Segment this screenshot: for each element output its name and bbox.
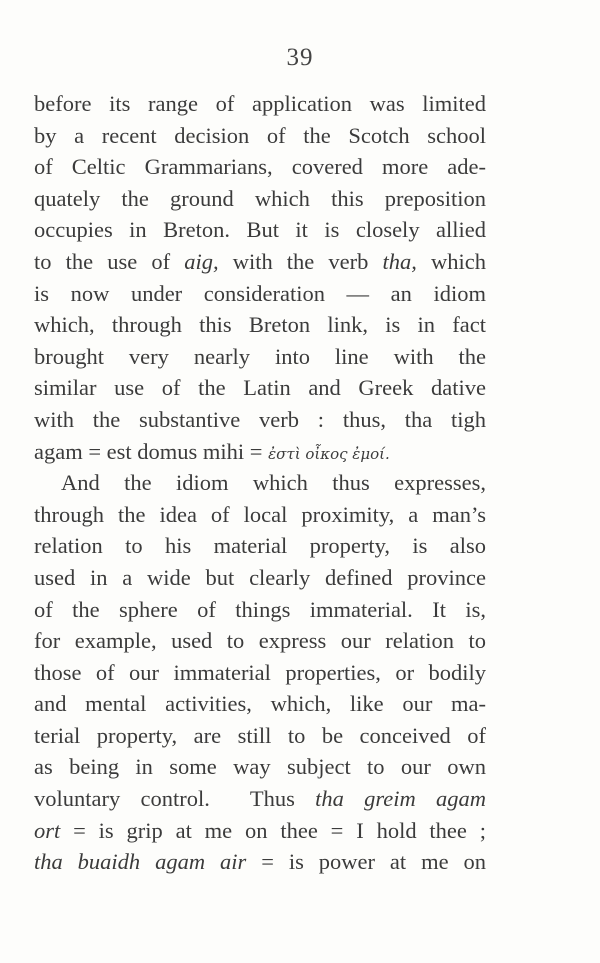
text-line: for example, used to express our relation to (34, 628, 486, 654)
text-line: occupies in Breton. But it is closely allied (34, 217, 486, 243)
text-line: as being in some way subject to our own (34, 754, 486, 780)
text-line: quately the ground which this preposition (34, 185, 486, 211)
text-line: before its range of application was limited (34, 91, 486, 116)
text-line (34, 246, 486, 278)
text-span: which (416, 248, 486, 274)
text-line: terial property, are still to be conceived of (34, 722, 486, 748)
italic-word: aig, (184, 248, 219, 274)
text-line: And the idiom which thus expresses, (61, 470, 486, 496)
text-line: which, through this Breton link, is in fact (34, 312, 486, 338)
text-line: brought very nearly into line with the (34, 343, 486, 369)
text-span: voluntary control. Thus (34, 786, 316, 812)
italic-phrase: tha greim agam (315, 786, 486, 812)
text-line: by a recent decision of the Scotch school (34, 122, 486, 148)
text-span: with the verb (218, 248, 383, 274)
text-line: used in a wide but clearly defined province (34, 564, 486, 590)
text-line: those of our immaterial properties, or bodily (34, 659, 486, 685)
text-line: similar use of the Latin and Greek dative (34, 375, 486, 401)
text-line: of Celtic Grammarians, covered more ade- (34, 154, 486, 180)
italic-phrase: tha buaidh agam air (34, 849, 247, 875)
body-text (34, 88, 486, 878)
text-span: = is power at me on (246, 849, 486, 875)
text-span: = is grip at me on thee = I hold thee ; (60, 817, 486, 843)
italic-word: tha, (382, 248, 417, 274)
text-line (34, 436, 486, 468)
text-line: relation to his material property, is also (34, 533, 486, 559)
text-line: is now under consideration — an idiom (34, 280, 486, 306)
greek-phrase: ἐστὶ οἶκος ἐμοί. (268, 444, 390, 463)
text-span: agam = est domus mihi = (34, 438, 269, 464)
italic-word: ort (34, 817, 61, 843)
text-line: of the sphere of things immaterial. It is, (34, 596, 486, 622)
text-line: through the idea of local proximity, a man’s (34, 501, 486, 527)
text-line (34, 815, 486, 847)
text-span: to the use of (34, 248, 185, 274)
text-line (34, 846, 486, 878)
text-line (34, 783, 486, 815)
text-line: and mental activities, which, like our ma- (34, 691, 486, 717)
page-number: 39 (286, 44, 314, 71)
text-line: with the substantive verb : thus, tha tigh (34, 406, 486, 432)
